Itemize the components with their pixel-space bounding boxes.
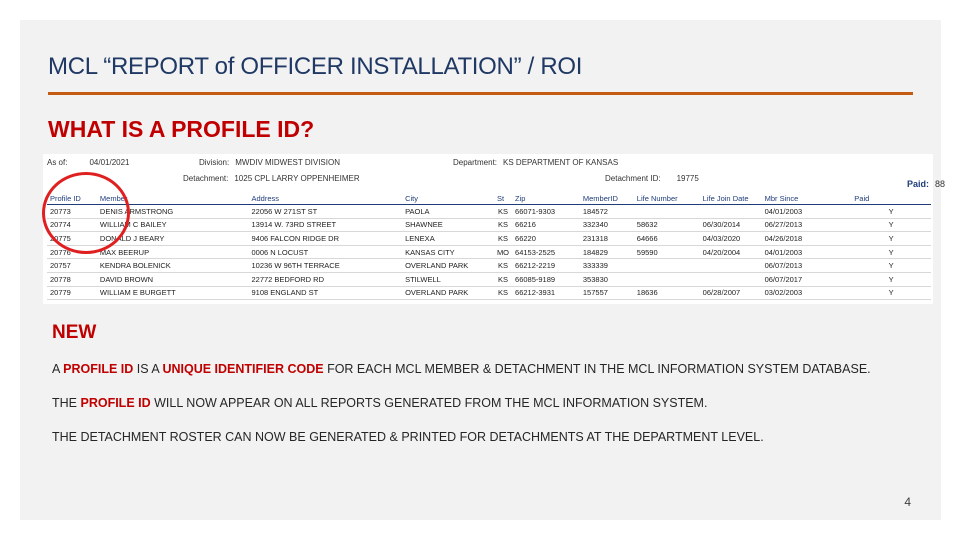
table-row	[47, 286, 931, 300]
table-cell: 0006 N LOCUST	[248, 245, 402, 259]
table-cell	[634, 272, 700, 286]
table-cell: Y	[851, 272, 931, 286]
table-cell: 04/01/2003	[762, 245, 852, 259]
roster-column-header: Mbr Since	[762, 193, 852, 205]
table-cell: 06/07/2017	[762, 272, 852, 286]
table-cell: KS	[494, 205, 512, 219]
p1-highlight-unique-identifier: UNIQUE IDENTIFIER CODE	[162, 362, 324, 376]
table-cell: KS	[494, 259, 512, 273]
table-cell: 20776	[47, 245, 97, 259]
table-cell: 22772 BEDFORD RD	[248, 272, 402, 286]
table-cell: 06/27/2013	[762, 218, 852, 232]
page-number: 4	[904, 495, 911, 509]
table-cell: Y	[851, 205, 931, 219]
roster-header-row	[47, 193, 931, 205]
as-of-value: 04/01/2021	[89, 158, 130, 167]
roster-column-header: Zip	[512, 193, 580, 205]
table-cell: 20778	[47, 272, 97, 286]
table-cell: 66212-2219	[512, 259, 580, 273]
slide-subtitle: WHAT IS A PROFILE ID?	[48, 116, 315, 142]
table-cell: MAX BEERUP	[97, 245, 183, 259]
roster-column-header: Life Number	[634, 193, 700, 205]
detachment-id-field	[605, 174, 699, 183]
table-cell: 66212-3931	[512, 286, 580, 300]
roster-column-header: Address	[248, 193, 402, 205]
table-row	[47, 218, 931, 232]
table-cell	[700, 259, 762, 273]
table-cell: STILWELL	[402, 272, 494, 286]
paragraph-roster-printing: THE DETACHMENT ROSTER CAN NOW BE GENERATED & PRINTED FOR DETACHMENTS AT THE DEPARTMENT LEVEL.	[52, 430, 764, 444]
roster-column-header: Profile ID	[47, 193, 97, 205]
profile-id-highlight-circle	[42, 172, 130, 254]
table-cell: 157557	[580, 286, 634, 300]
department-value: KS DEPARTMENT OF KANSAS	[503, 158, 619, 167]
table-cell: 04/20/2004	[700, 245, 762, 259]
paragraph-profile-id-reports	[52, 396, 707, 410]
detachment-id-value: 19775	[676, 174, 699, 183]
table-cell: KANSAS CITY	[402, 245, 494, 259]
as-of-field	[47, 158, 130, 167]
table-row	[47, 205, 931, 219]
division-field	[199, 158, 340, 167]
p2-text: THE	[52, 396, 81, 410]
table-cell	[634, 205, 700, 219]
division-value: MWDIV MIDWEST DIVISION	[235, 158, 340, 167]
table-cell: KS	[494, 272, 512, 286]
table-cell: 353830	[580, 272, 634, 286]
table-cell: Y	[851, 218, 931, 232]
table-cell: MO	[494, 245, 512, 259]
table-cell: 20773	[47, 205, 97, 219]
table-cell: 06/28/2007	[700, 286, 762, 300]
table-cell	[183, 218, 249, 232]
detachment-value: 1025 CPL LARRY OPPENHEIMER	[234, 174, 360, 183]
table-cell: Y	[851, 259, 931, 273]
table-cell: 184572	[580, 205, 634, 219]
table-cell: 66071-9303	[512, 205, 580, 219]
table-cell: 9108 ENGLAND ST	[248, 286, 402, 300]
table-cell	[183, 259, 249, 273]
new-heading: NEW	[52, 322, 97, 343]
table-cell: 06/30/2014	[700, 218, 762, 232]
division-label: Division:	[199, 158, 230, 167]
table-cell: 231318	[580, 232, 634, 246]
table-row	[47, 232, 931, 246]
roster-column-header: St	[494, 193, 512, 205]
table-cell: DONALD J BEARY	[97, 232, 183, 246]
table-cell: 04/26/2018	[762, 232, 852, 246]
table-cell: 184829	[580, 245, 634, 259]
table-cell: OVERLAND PARK	[402, 259, 494, 273]
table-row	[47, 259, 931, 273]
roster-column-header: Life Join Date	[700, 193, 762, 205]
table-cell	[183, 245, 249, 259]
p2-highlight-profile-id: PROFILE ID	[80, 396, 151, 410]
table-cell	[634, 259, 700, 273]
table-cell: SHAWNEE	[402, 218, 494, 232]
as-of-label: As of:	[47, 158, 68, 167]
slide-title: MCL “REPORT of OFFICER INSTALLATION” / ROI	[48, 53, 583, 80]
roster-column-header: City	[402, 193, 494, 205]
title-divider	[48, 92, 913, 95]
department-label: Department:	[453, 158, 498, 167]
table-cell: 20779	[47, 286, 97, 300]
table-cell: 04/03/2020	[700, 232, 762, 246]
paid-label: Paid:	[907, 179, 930, 189]
table-cell: PAOLA	[402, 205, 494, 219]
table-cell: 332340	[580, 218, 634, 232]
p1-highlight-profile-id: PROFILE ID	[63, 362, 134, 376]
detachment-field	[183, 174, 360, 183]
table-cell: OVERLAND PARK	[402, 286, 494, 300]
paid-count: 88	[935, 179, 946, 189]
table-cell: 13914 W. 73RD STREET	[248, 218, 402, 232]
table-cell: KENDRA BOLENICK	[97, 259, 183, 273]
roster-column-header: MemberID	[580, 193, 634, 205]
detachment-label: Detachment:	[183, 174, 229, 183]
table-row	[47, 245, 931, 259]
table-cell: WILLIAM E BURGETT	[97, 286, 183, 300]
table-cell	[183, 272, 249, 286]
table-cell: 59590	[634, 245, 700, 259]
table-cell: 58632	[634, 218, 700, 232]
roster-column-header: Member	[97, 193, 183, 205]
table-cell: DAVID BROWN	[97, 272, 183, 286]
p2-text: WILL NOW APPEAR ON ALL REPORTS GENERATED FROM THE MCL INFORMATION SYSTEM.	[150, 396, 708, 410]
table-cell: 66085-9189	[512, 272, 580, 286]
table-cell: WILLIAM C BAILEY	[97, 218, 183, 232]
table-cell	[183, 205, 249, 219]
table-cell: 9406 FALCON RIDGE DR	[248, 232, 402, 246]
p1-text: FOR EACH MCL MEMBER & DETACHMENT IN THE MCL INFORMATION SYSTEM DATABASE.	[323, 362, 871, 376]
table-cell: DENIS ARMSTRONG	[97, 205, 183, 219]
roster-table	[47, 193, 931, 300]
table-cell	[183, 286, 249, 300]
table-cell: 333339	[580, 259, 634, 273]
department-field	[453, 158, 618, 167]
table-cell: KS	[494, 286, 512, 300]
table-cell: 64153-2525	[512, 245, 580, 259]
table-cell: 20774	[47, 218, 97, 232]
table-cell	[183, 232, 249, 246]
table-cell: KS	[494, 232, 512, 246]
table-cell: 64666	[634, 232, 700, 246]
table-cell	[700, 205, 762, 219]
table-cell: LENEXA	[402, 232, 494, 246]
table-cell: 18636	[634, 286, 700, 300]
table-cell: 66216	[512, 218, 580, 232]
table-cell: 06/07/2013	[762, 259, 852, 273]
paragraph-profile-id-definition	[52, 362, 871, 376]
slide	[20, 20, 946, 520]
table-cell: 22056 W 271ST ST	[248, 205, 402, 219]
table-cell: Y	[851, 286, 931, 300]
table-cell	[700, 272, 762, 286]
table-cell: Y	[851, 232, 931, 246]
detachment-id-label: Detachment ID:	[605, 174, 661, 183]
roster-column-header	[183, 193, 249, 205]
p1-text: IS A	[133, 362, 163, 376]
table-row	[47, 272, 931, 286]
table-cell: 20757	[47, 259, 97, 273]
table-cell: 03/02/2003	[762, 286, 852, 300]
roster-column-header: Paid	[851, 193, 931, 205]
table-cell: 04/01/2003	[762, 205, 852, 219]
roster-screenshot	[43, 154, 946, 304]
table-cell: 66220	[512, 232, 580, 246]
table-cell: 20775	[47, 232, 97, 246]
table-cell: KS	[494, 218, 512, 232]
table-cell: 10236 W 96TH TERRACE	[248, 259, 402, 273]
p1-text: A	[52, 362, 64, 376]
table-cell: Y	[851, 245, 931, 259]
